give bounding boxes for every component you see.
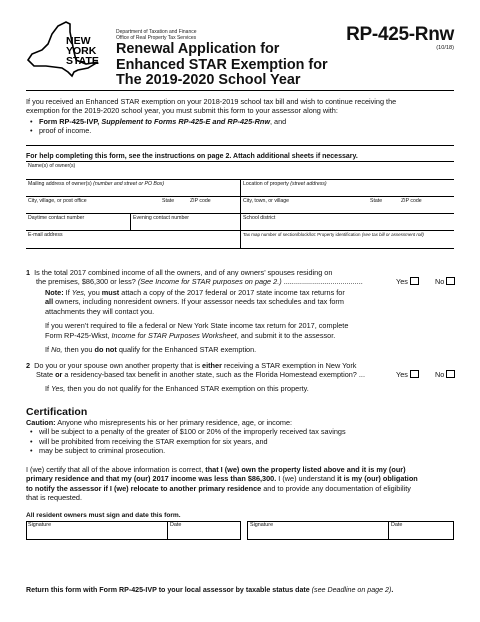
cert-line-3 <box>26 484 458 493</box>
property-city-field[interactable] <box>241 197 367 213</box>
q1-note-line-2 <box>45 297 455 306</box>
new-york-state-logo <box>26 20 106 82</box>
q1-note-text-b: If <box>63 288 72 297</box>
question-1-line-1 <box>26 268 456 277</box>
cert-line-2 <box>26 474 458 483</box>
owners-field[interactable] <box>26 162 454 179</box>
cert-line-1 <box>26 465 458 474</box>
q2-text-2b: or <box>55 370 63 380</box>
department-name <box>116 29 197 41</box>
sign-note: All resident owners must sign and date this form. <box>26 512 181 519</box>
mailing-city-label: City, village, or post office <box>28 198 87 204</box>
caution-bullet-1-text: will be subject to a penalty of the greater of $100 or 20% of the improperly received tax savings <box>39 427 346 437</box>
evening-contact-field[interactable] <box>131 214 240 230</box>
q1-yes-checkbox[interactable] <box>410 277 419 285</box>
intro-bullet-1-italic: Supplement to Forms RP-425-E and RP-425-Rnw <box>101 117 270 126</box>
certification-statement <box>26 465 458 503</box>
q1-note-text-e: must <box>101 288 120 297</box>
q1-no-label: No <box>434 277 445 286</box>
q2-text-1a: Do you or your spouse own another property that is <box>34 361 203 370</box>
signature-2-label: Signature <box>250 522 274 528</box>
mailing-state-label: State <box>162 198 175 204</box>
intro-bullet-1-bold: Form RP-425-IVP, <box>39 117 102 126</box>
intro-bullet-1: • Form RP-425-IVP, Supplement to Forms RP-425-E and RP-425-Rnw, and <box>30 117 287 126</box>
tax-map-hint: (see tax bill or assessment roll) <box>361 232 424 237</box>
question-1-dots: ....................................... <box>281 277 363 287</box>
email-label: E-mail address <box>28 232 63 238</box>
logo-word-new: NEW <box>66 35 91 47</box>
daytime-contact-field[interactable] <box>26 214 130 230</box>
q1-note-text-all: all <box>45 297 54 307</box>
cert-line-3b: and to provide any documentation of eligibility <box>261 483 411 493</box>
certification-caution <box>26 418 456 456</box>
q2-note-a: If <box>45 384 52 393</box>
date-2-label: Date <box>391 522 403 528</box>
q2-no-label: No <box>434 370 445 379</box>
q1-worksheet-end: , and submit it to the assessor. <box>236 330 336 340</box>
dept-line-1: Department of Taxation and Finance <box>116 29 197 35</box>
title-line-1: Renewal Application for <box>116 41 280 57</box>
question-1-line-2 <box>26 277 456 286</box>
q1-worksheet-line-1: If you weren’t required to file a federal or New York State income tax return for 2017, complete <box>45 321 349 331</box>
signature-1-label: Signature <box>28 522 52 528</box>
question-1 <box>26 268 456 287</box>
question-2-note <box>45 384 309 393</box>
q1-no-b: No, <box>51 345 63 355</box>
form-number: RP-425-Rnw <box>346 24 454 45</box>
question-1-note <box>45 288 455 354</box>
q2-yes-label: Yes <box>396 370 408 379</box>
caution-label: Caution: <box>26 418 56 427</box>
caution-bullet-3-text: may be subject to criminal prosecution. <box>39 446 166 456</box>
mailing-zip-label: ZIP code <box>190 198 211 204</box>
caution-line <box>26 418 456 427</box>
email-field[interactable] <box>26 231 240 248</box>
cert-line-1a: I (we) certify that all of the above information is correct, <box>26 465 206 474</box>
q2-text-1b: either <box>202 361 222 370</box>
q2-note-c: then you do not qualify for the Enhanced STAR exemption on this property. <box>65 384 309 393</box>
dept-line-2: Office of Real Property Tax Services <box>116 35 197 41</box>
intro-line-1: If you received an Enhanced STAR exemption on your 2018-2019 school tax bill and wish to continue receiving the <box>26 97 397 106</box>
section-divider <box>26 145 454 146</box>
mailing-state-field[interactable] <box>160 197 186 213</box>
logo-word-state: STATE <box>66 55 99 67</box>
question-2-line-2 <box>26 370 456 379</box>
tax-map-label: Tax map number of section/block/lot: Property identification <box>243 232 362 237</box>
intro-paragraph <box>26 97 456 116</box>
question-1-answers <box>396 277 455 286</box>
q2-yes-checkbox[interactable] <box>410 370 419 378</box>
question-1-text-1: Is the total 2017 combined income of all the owners, and of any owners’ spouses residing on <box>34 268 333 277</box>
help-line: For help completing this form, see the instructions on page 2. Attach additional sheets if necessary. <box>26 153 358 160</box>
q1-worksheet-line-2 <box>45 331 455 340</box>
property-location-hint: (street address) <box>290 181 327 187</box>
footer-text-c: . <box>391 586 394 594</box>
revision-date: (10/18) <box>436 45 454 51</box>
cert-line-2c: it is my (our) obligation <box>337 474 418 484</box>
school-district-field[interactable] <box>241 214 454 230</box>
title-line-2: Enhanced STAR Exemption for <box>116 56 328 73</box>
city-row <box>26 197 454 214</box>
property-city-label: City, town, or village <box>243 198 290 204</box>
caution-bullet-2-text: will be prohibited from receiving the STAR exemption for six years, and <box>39 436 268 446</box>
footer-text-a: Return this form with Form RP-425-IVP to your local assessor by taxable status date <box>26 586 312 594</box>
q2-no-checkbox[interactable] <box>446 370 455 378</box>
cert-line-2a: primary residence and that my (our) 2017 income was less than $86,300. <box>26 474 277 484</box>
q1-note-text-d: you <box>85 288 102 297</box>
property-fields-grid <box>26 161 454 249</box>
question-1-number: 1 <box>26 268 31 277</box>
q1-note-text-f: attach a copy of the 2017 federal or 2017 state income tax returns for <box>119 288 345 297</box>
intro-bullet-2: • proof of income. <box>30 126 92 135</box>
q1-note-text-c: Yes, <box>71 288 86 297</box>
email-row <box>26 231 454 249</box>
question-2 <box>26 361 456 380</box>
question-2-answers <box>396 370 455 379</box>
logo-word-york: YORK <box>66 45 97 57</box>
mailing-city-field[interactable] <box>26 197 160 213</box>
intro-bullet-2-text: proof of income. <box>39 126 92 135</box>
property-location-label: Location of property <box>243 181 291 187</box>
q1-no-note <box>45 345 455 354</box>
q1-no-checkbox[interactable] <box>446 277 455 285</box>
q1-no-d: do not <box>94 345 117 355</box>
question-1-text-2b: (See Income for STAR purposes on page 2.) <box>137 277 282 287</box>
contact-row <box>26 214 454 231</box>
tax-map-field[interactable] <box>241 231 454 248</box>
footer-text-b: (see Deadline on page 2) <box>311 586 392 594</box>
q2-text-2c: a residency-based tax benefit in another state, such as the Florida Homestead exemption? ... <box>62 370 365 380</box>
caution-bullet-3: • may be subject to criminal prosecution. <box>30 446 166 456</box>
mailing-address-hint: (number and street or PO Box) <box>93 181 165 187</box>
cert-line-1b: that I (we) own the property listed above and it is my (our) <box>205 465 406 474</box>
question-2-line-1 <box>26 361 456 370</box>
q1-worksheet-title: Income for STAR Purposes Worksheet <box>111 330 237 340</box>
cert-line-3a: to notify the assessor if I (we) relocate to another primary residence <box>26 483 262 493</box>
question-2-number: 2 <box>26 361 31 370</box>
q1-no-a: If <box>45 345 52 355</box>
property-zip-label: ZIP code <box>401 198 422 204</box>
certification-heading: Certification <box>26 406 88 418</box>
property-state-field[interactable] <box>368 197 396 213</box>
property-location-field[interactable] <box>241 180 454 196</box>
q1-note-text-owners: owners, including nonresident owners. If your assessor needs tax schedules and tax form <box>53 297 344 307</box>
property-state-label: State <box>370 198 383 204</box>
owners-label: Name(s) of owner(s) <box>28 163 76 169</box>
title-line-3: The 2019-2020 School Year <box>116 72 301 88</box>
intro-line-2: exemption for the 2019-2020 school year, you must submit this form to your assessor along with: <box>26 106 338 116</box>
question-1-text-2a: the premises, $86,300 or less? <box>36 277 138 287</box>
header-divider <box>26 90 454 91</box>
intro-bullet-1-end: , and <box>270 117 287 126</box>
caution-text: Anyone who misrepresents his or her primary residence, age, or income: <box>55 418 293 427</box>
q1-note-label: Note: <box>45 288 64 297</box>
school-district-label: School district <box>243 215 276 221</box>
signature-row <box>26 521 454 540</box>
caution-bullet-1: • will be subject to a penalty of the greater of $100 or 20% of the improperly received tax savings <box>30 427 346 437</box>
address-row <box>26 180 454 197</box>
footer-instruction <box>26 586 393 595</box>
q2-note-b: Yes, <box>51 384 66 393</box>
q1-worksheet-form: Form RP-425-Wkst, <box>45 330 112 340</box>
caution-bullet-2: • will be prohibited from receiving the STAR exemption for six years, and <box>30 436 268 446</box>
q1-no-e: qualify for the Enhanced STAR exemption. <box>116 345 257 355</box>
mailing-address-field[interactable] <box>26 180 240 196</box>
mailing-address-label: Mailing address of owner(s) <box>28 181 94 187</box>
q1-no-c: then you <box>62 345 95 355</box>
q2-text-2a: State <box>36 370 56 380</box>
mailing-zip-field[interactable] <box>188 197 240 213</box>
date-1-label: Date <box>170 522 182 528</box>
q2-text-1c: receiving a STAR exemption in New York <box>221 361 357 370</box>
form-title <box>116 42 351 89</box>
q1-note-line-3: attachments they will contact you. <box>45 306 155 316</box>
q1-note-line-1 <box>45 288 455 297</box>
q1-yes-label: Yes <box>396 277 408 286</box>
daytime-contact-label: Daytime contact number <box>28 215 85 221</box>
evening-contact-label: Evening contact number <box>133 215 189 221</box>
cert-line-4: that is requested. <box>26 493 82 503</box>
owners-row <box>26 162 454 180</box>
property-zip-field[interactable] <box>399 197 454 213</box>
cert-line-2b: I (we) understand <box>276 474 338 484</box>
